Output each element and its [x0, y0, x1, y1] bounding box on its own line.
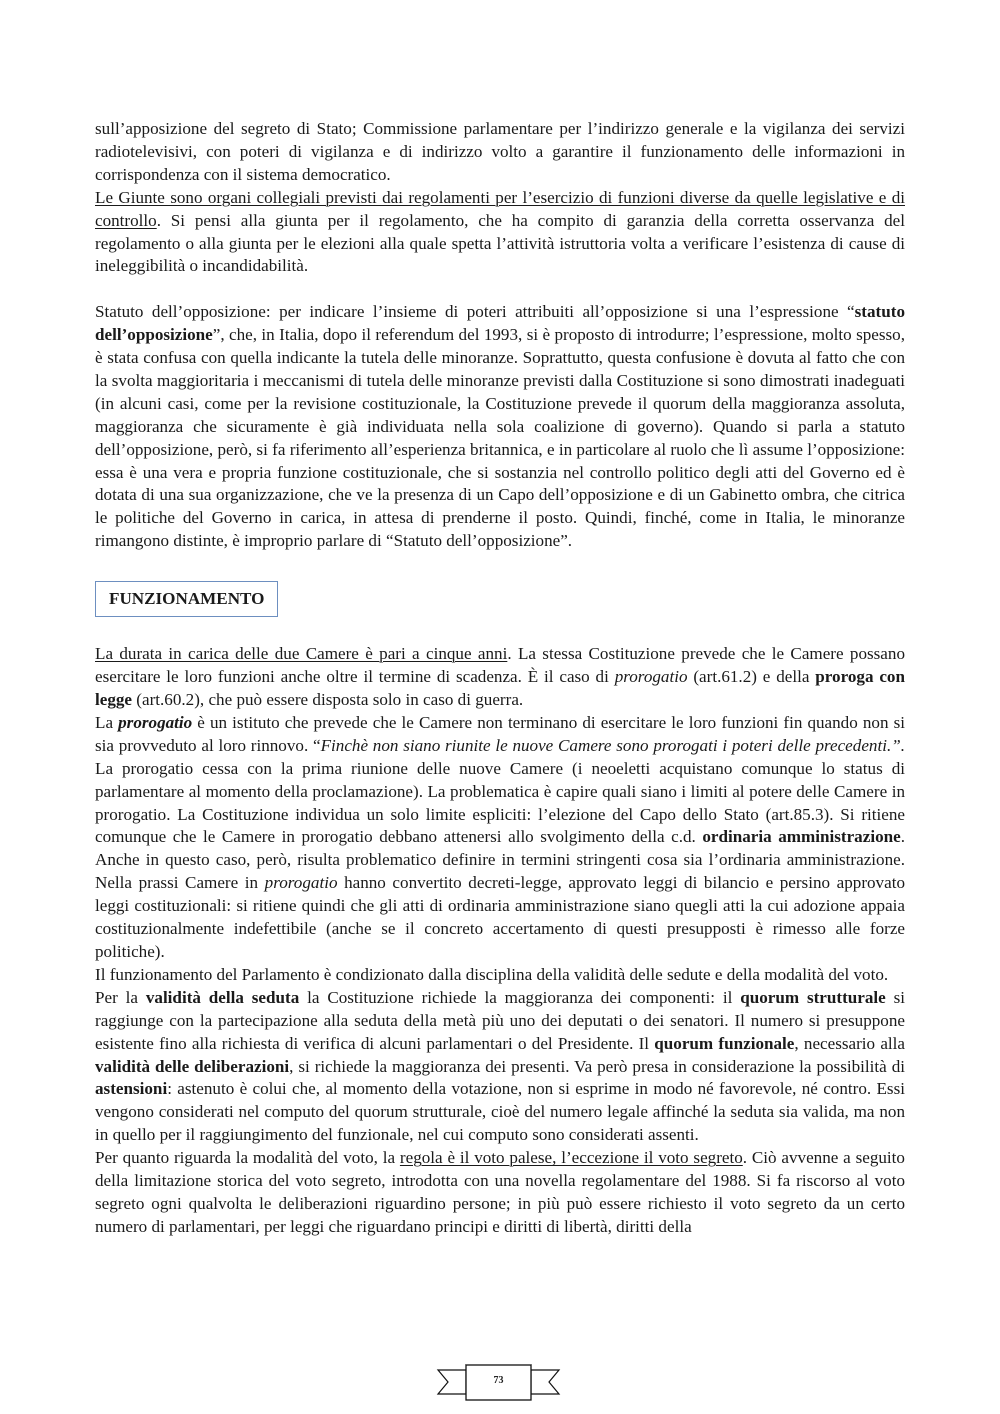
text-run: è un istituto che prevede che le Camere non terminano di esercitare le loro funzioni fin quando non si sia provveduto al loro rinnovo. “ [95, 712, 905, 755]
text-run: Statuto dell’opposizione: per indicare l’insieme di poteri attribuiti all’opposizione si una l’espressione “ [95, 302, 855, 322]
paragraph [95, 964, 905, 987]
paragraph [95, 301, 905, 553]
text-run: quorum funzionale [654, 1033, 795, 1053]
text-run: la Costituzione richiede la maggioranza dei componenti: il [299, 987, 741, 1007]
text-run: . La stessa Costituzione prevede che le Camere possano esercitare le loro funzioni anche oltre il termine di scadenza. È il caso di [95, 644, 905, 687]
text-run: ordinaria amministrazione [702, 827, 901, 847]
text-run: : astenuto è colui che, al momento della votazione, non si esprime in modo né favorevole, né contro. Essi vengono considerati nel computo del quorum strutturale, cioè del numero legale affinché la seduta sia valida, ma non in quello per il raggiungimento del funzionale, nel cui computo sono considerati assenti. [95, 1079, 905, 1145]
text-run: Per la [95, 987, 146, 1007]
text-run: proroga con legge [95, 667, 905, 710]
paragraph [95, 1147, 905, 1239]
text-run: si raggiunge con la partecipazione alla seduta della metà più uno dei deputati o dei senatori. Il numero si presuppone esistente fino alla richiesta di verifica di alcuni parlamentari o del Presidente. Il [95, 987, 906, 1053]
text-run: astensioni [95, 1079, 168, 1099]
text-run: quorum strutturale [740, 987, 886, 1007]
paragraph [95, 712, 905, 964]
document-page [95, 118, 905, 1239]
paragraph [95, 187, 905, 279]
text-run: , si richiede la maggioranza dei presenti. Va però presa in considerazione la possibilità di [289, 1056, 905, 1076]
text-run: . Ciò avvenne a seguito della limitazione storica del voto segreto, introdotta con una novella regolamentare del 1988. Si fa riscorso al voto segreto ogni qualvolta le deliberazioni riguardino persone; in più può essere richiesto il voto segreto da un certo numero di parlamentari, per leggi che riguardano principi e diritti di libertà, diritti della [95, 1148, 905, 1236]
text-run: regola è il voto palese, l’eccezione il voto segreto [399, 1148, 743, 1168]
text-run: Finchè non siano riunite le nuove Camere sono prorogati i poteri delle precedenti.”. [320, 735, 906, 755]
text-run: sull’apposizione del segreto di Stato; Commissione parlamentare per l’indirizzo generale e la vigilanza dei servizi radiotelevisivi, con poteri di vigilanza e di indirizzo volto a garantire il funzionamento delle informazioni in corrispondenza con il sistema democratico. [95, 119, 905, 184]
text-run: ”, che, in Italia, dopo il referendum del 1993, si è proposto di introdurre; l’espressione, molto spesso, è stata confusa con quella indicante la tutela delle minoranze. Soprattutto, questa confusione è dovuta al fatto che con la svolta maggioritaria i meccanismi di tutela delle minoranze previsti dalla Costituzione si sono dimostrati inadeguati (in alcuni casi, come per la revisione costituzionale, la Costituzione prevede il quorum della maggioranza assoluta, maggioranza che sicuramente è già individuata nella sola coalizione di governo). Quando si parla a statuto dell’opposizione, però, si fa riferimento all’esperienza britannica, e in particolare al ruolo che lì assume l’opposizione: essa è una vera e propria funzione costituzionale, che si sostanzia nel controllo politico degli atti del Governo ed è dotata di una sua organizzazione, che ve la presenza di un Capo dell’opposizione e di un Gabinetto ombra, che citrica le politiche del Governo in carica, in attesa di prenderne il posto. Quindi, finché, come in Italia, le minoranze rimangono distinte, è improprio parlare di “Statuto dell’opposizione”. [95, 325, 905, 551]
body-text-top [95, 118, 905, 553]
text-run: Le Giunte sono organi collegiali previsti dai regolamenti per l’esercizio di funzioni diverse da quelle legislative e di controllo [95, 187, 905, 230]
page-number-banner [436, 1364, 561, 1402]
text-run: . Si pensi alla giunta per il regolamento, che ha compito di garanzia della corretta osservanza del regolamento o alla giunta per le elezioni alla quale spetta l’attività istruttoria volta a verificare l’esistenza di cause di ineleggibilità o incandidabilità. [95, 210, 905, 276]
text-run: , necessario alla [794, 1033, 905, 1053]
text-run: Il funzionamento del Parlamento è condizionato dalla disciplina della validità delle sedute e della modalità del voto. [95, 964, 889, 984]
text-run: prorogatio [264, 873, 338, 893]
text-run: prorogatio [118, 712, 193, 732]
page-number: 73 [493, 1375, 504, 1386]
text-run: (art.61.2) e della [687, 667, 816, 687]
paragraph [95, 643, 905, 712]
text-run: Per quanto riguarda la modalità del voto, la [95, 1148, 400, 1168]
text-run: . Anche in questo caso, però, risulta problematico definire in termini stringenti cosa sia l’ordinaria amministrazione. Nella prassi Camere in [95, 827, 905, 893]
text-run: La durata in carica delle due Camere è pari a cinque anni [95, 644, 508, 664]
text-run: validità della seduta [145, 987, 300, 1007]
paragraph [95, 987, 905, 1147]
paragraph [95, 118, 905, 187]
text-run: prorogatio [614, 667, 688, 687]
text-run: La [95, 712, 119, 732]
text-run: hanno convertito decreti-legge, approvato leggi di bilancio e persino approvato leggi costituzionali: si ritiene quindi che gli atti di ordinaria amministrazione siano quegli atti la cui adozione appaia costituzionalmente indefettibile (anche se il concreto accertamento di questi presupposti è rimesso alle forze politiche). [95, 873, 905, 961]
section-heading: FUNZIONAMENTO [95, 581, 278, 617]
text-run: La prorogatio cessa con la prima riunione delle nuove Camere (i neoeletti acquistano comunque lo status di parlamentare al momento della proclamazione). La problematica è capire quali siano i limiti al potere delle Camere in prorogatio. La Costituzione individua un solo limite espliciti: l’elezione del Capo dello Stato (art.85.3). Si ritiene comunque che le Camere in prorogatio debbano attenersi allo svolgimento della c.d. [95, 758, 905, 847]
text-run: (art.60.2), che può essere disposta solo in caso di guerra. [132, 690, 524, 710]
text-run: validità delle deliberazioni [95, 1056, 290, 1076]
text-run: statuto dell’opposizione [95, 302, 905, 345]
body-text-bottom [95, 643, 905, 1239]
